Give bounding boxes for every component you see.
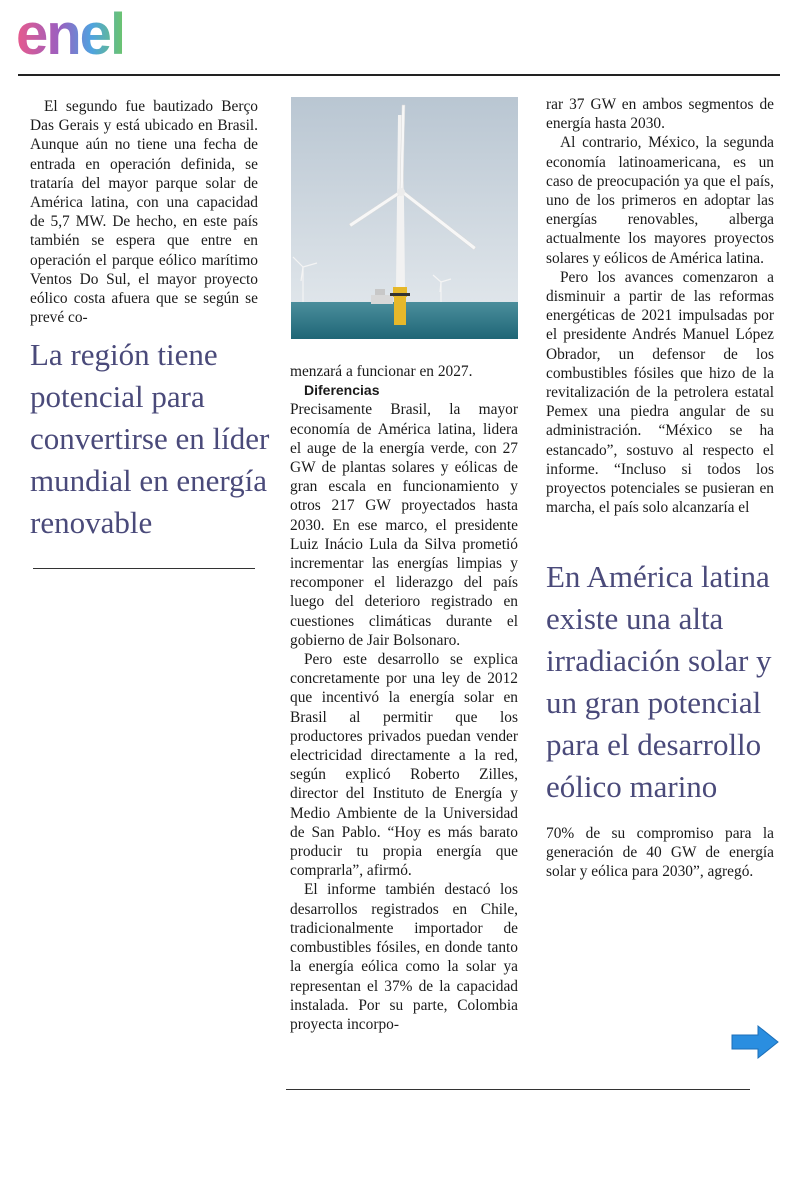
column-2 (290, 362, 518, 1034)
pull-quote-2: En América latina existe una alta irradiación solar y un gran potencial para el desarrollo eólico marino (546, 559, 772, 804)
wind-turbine-photo (291, 97, 518, 339)
column-1 (30, 97, 258, 327)
right-arrow-icon[interactable] (730, 1024, 780, 1060)
paragraph: El segundo fue bautizado Berço Das Gerais y está ubicado en Brasil. Aunque aún no tiene una fecha de entrada en operación definida, se trataría del mayor parque solar de América latina, con una capacidad de 5,7 MW. De hecho, en este país también se espera que entre en operación el parque eólico marítimo Ventos Do Sul, el mayor proyecto eólico costa afuera que se según se prevé co- (30, 98, 258, 327)
paragraph: Pero los avances comenzaron a disminuir a partir de las reformas energéticas de 2021 impulsadas por el presidente Andrés Manuel López Obrador, un defensor de los combustibles fósiles que hizo de la revitalización de la petrolera estatal Pemex una piedra angular de su administración. “México se ha estancado”, sostuvo al respecto el informe. “Incluso si todos los proyectos potenciales se pusieran en marcha, el país solo alcanzaría el (546, 268, 774, 517)
pull-quote-1: La región tiene potencial para convertirse en líder mundial en energía renovable (30, 337, 270, 540)
paragraph: rar 37 GW en ambos segmentos de energía hasta 2030. (546, 96, 774, 133)
paragraph: El informe también destacó los desarrollos registrados en Chile, tradicionalmente importador de combustibles fósiles, en donde tanto la energía eólica como la solar ya representan el 37% de la capacidad instalada. Por su parte, Colombia proyecta incorpo- (290, 881, 518, 1033)
paragraph: 70% de su compromiso para la generación de 40 GW de energía solar y eólica para 2030”, agregó. (546, 825, 774, 881)
header-divider (18, 74, 780, 76)
quote-divider (33, 568, 255, 569)
paragraph: Al contrario, México, la segunda economía latinoamericana, es un caso de preocupación ya que el país, uno de los primeros en adoptar las energías renovables, alberga actualmente los mayores proyectos solares y eólicos de América latina. (546, 134, 774, 267)
paragraph: Pero este desarrollo se explica concretamente por una ley de 2012 que incentivó la energía solar en Brasil al permitir que los productores privados puedan vender electricidad directamente a la red, según explicó Roberto Zilles, director del Instituto de Energía y Medio Ambiente de la Universidad de San Pablo. “Hoy es más barato producir tu propia energía que comprarla”, afirmó. (290, 651, 518, 880)
bottom-divider (286, 1089, 750, 1090)
paragraph: Precisamente Brasil, la mayor economía de América latina, lidera el auge de la energía verde, con 27 GW de plantas solares y eólicas de gran escala en funcionamiento y otros 217 GW proyectados hasta 2030. En ese marco, el presidente Luiz Inácio Lula da Silva prometió incrementar las energías limpias y recomponer el liderazgo del país luego del deterioro registrado en cuestiones climáticas durante el gobierno de Jair Bolsonaro. (290, 401, 518, 649)
section-subheading: Diferencias (304, 382, 380, 399)
column-3 (546, 95, 774, 517)
column-3-continued (546, 824, 774, 882)
enel-logo: enel (16, 2, 125, 67)
paragraph: menzará a funcionar en 2027. (290, 363, 473, 380)
